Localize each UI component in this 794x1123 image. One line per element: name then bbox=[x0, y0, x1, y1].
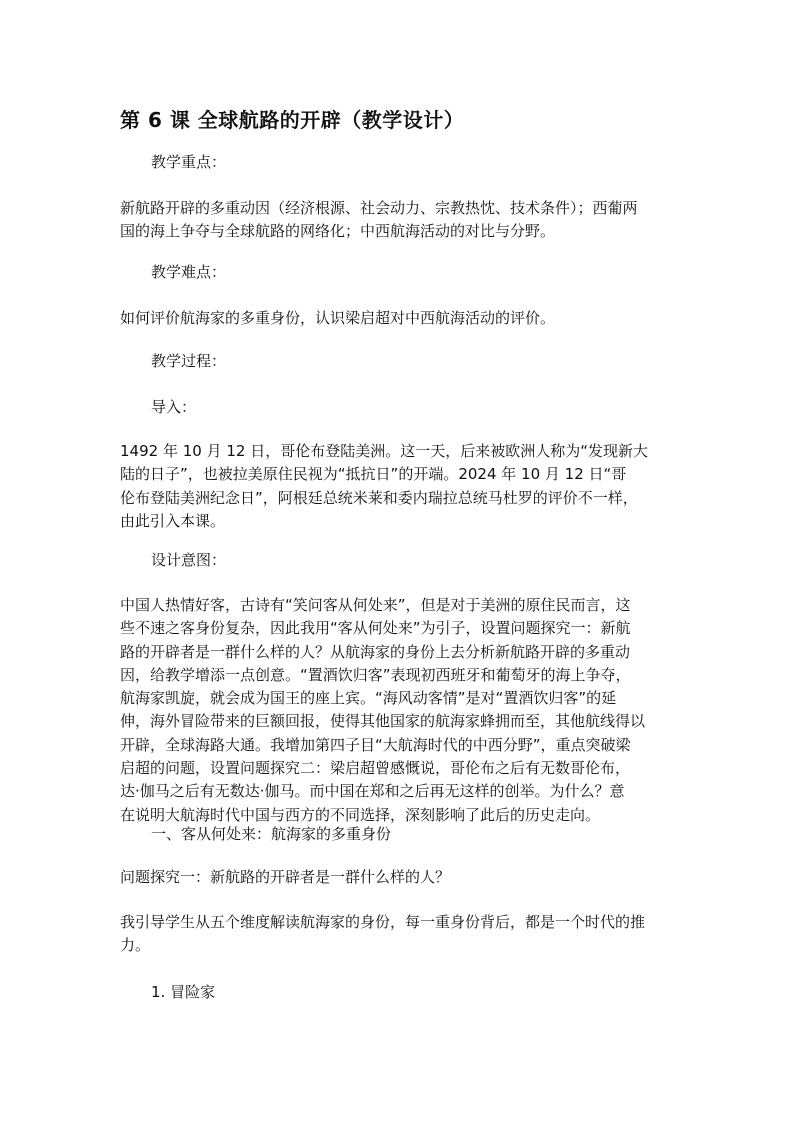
paragraph-line: 启超的问题，设置问题探究二：梁启超曾感慨说，哥伦布之后有无数哥伦布， bbox=[120, 759, 631, 778]
paragraph-line: 由此引入本课。 bbox=[120, 511, 226, 530]
paragraph-line: 航海家凯旋，就会成为国王的座上宾。“海风动客情”是对“置酒饮归客”的延 bbox=[120, 689, 617, 708]
paragraph-line: 1492 年 10 月 12 日，哥伦布登陆美洲。这一天，后来被欧洲人称为“发现新大 bbox=[120, 442, 648, 460]
question-1-paragraph bbox=[120, 866, 686, 889]
paragraph-line: 些不速之客身份复杂，因此我用“客从何处来”为引子，设置问题探究一：新航 bbox=[120, 619, 631, 638]
paragraph-line: 陆的日子”，也被拉美原住民视为“抵抗日”的开端。2024 年 10 月 12 日“哥 bbox=[120, 465, 627, 484]
paragraph-line: 问题探究一：新航路的开辟者是一群什么样的人？ bbox=[120, 868, 451, 886]
paragraph-line: 我引导学生从五个维度解读航海家的身份，每一重身份背后，都是一个时代的推 bbox=[120, 913, 646, 931]
design-intent-label: 设计意图： bbox=[151, 551, 227, 569]
document-title: 第 6 课 全球航路的开辟（教学设计） bbox=[120, 108, 465, 132]
paragraph-line: 伦布登陆美洲纪念日”，阿根廷总统米莱和委内瑞拉总统马杜罗的评价不一样， bbox=[120, 488, 638, 507]
paragraph-line: 在说明大航海时代中国与西方的不同选择，深刻影响了此后的历史走向。 bbox=[120, 805, 601, 824]
design-intent-paragraph bbox=[120, 594, 686, 827]
paragraph-line: 达·伽马之后有无数达·伽马。而中国在郑和之后再无这样的创举。为什么？意 bbox=[120, 782, 625, 801]
paragraph-line: 如何评价航海家的多重身份，认识梁启超对中西航海活动的评价。 bbox=[120, 309, 556, 327]
paragraph-line: 力。 bbox=[120, 936, 151, 955]
list-item-adventurer: 1. 冒险家 bbox=[151, 983, 216, 1001]
paragraph-line: 伸，海外冒险带来的巨额回报，使得其他国家的航海家蜂拥而至，其他航线得以 bbox=[120, 712, 646, 731]
process-label: 教学过程： bbox=[151, 352, 227, 370]
key-points-paragraph bbox=[120, 197, 686, 244]
section-1-heading: 一、客从何处来：航海家的多重身份 bbox=[151, 825, 392, 843]
difficult-points-paragraph bbox=[120, 307, 686, 330]
intro-paragraph bbox=[120, 440, 686, 533]
paragraph-line: 中国人热情好客，古诗有“笑问客从何处来”，但是对于美洲的原住民而言，这 bbox=[120, 596, 631, 614]
key-points-label: 教学重点： bbox=[151, 153, 227, 171]
paragraph-line: 国的海上争夺与全球航路的网络化；中西航海活动的对比与分野。 bbox=[120, 222, 556, 241]
paragraph-line: 新航路开辟的多重动因（经济根源、社会动力、宗教热忱、技术条件）；西葡两 bbox=[120, 199, 638, 217]
paragraph-line: 因，给教学增添一点创意。“置酒饮归客”表现初西班牙和葡萄牙的海上争夺， bbox=[120, 665, 631, 684]
paragraph-line: 路的开辟者是一群什么样的人？从航海家的身份上去分析新航路开辟的多重动 bbox=[120, 642, 631, 661]
difficult-points-label: 教学难点： bbox=[151, 263, 227, 281]
paragraph-line: 开辟，全球海路大通。我增加第四子目“大航海时代的中西分野”，重点突破梁 bbox=[120, 735, 631, 754]
intro-label: 导入： bbox=[151, 398, 197, 416]
guide-paragraph bbox=[120, 911, 686, 958]
